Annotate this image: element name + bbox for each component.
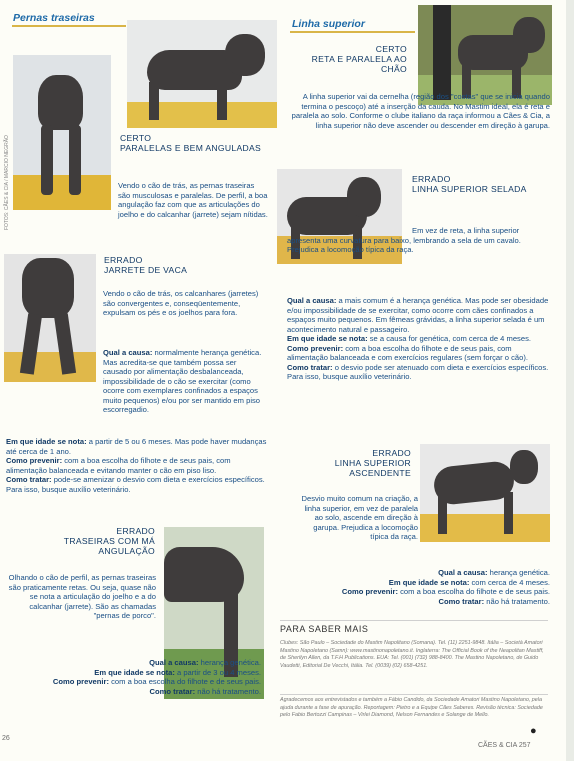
- paragraph-s1: Vendo o cão de trás, as pernas traseiras são musculosas e paralelas. De perfil, a boa angulação faz com que as articulações do joelho e do calcanhar (jarrete) sejam nítidas.: [118, 181, 268, 219]
- status-label: ERRADO: [412, 174, 451, 184]
- thanks-text: Agradecemos aos entrevistados e também a Fábio Candido, da Sociedade Amatori Mastino Napoletano, pela ajuda durante a fase de apuração. Reportagem: Pietro e a Equipe Cães Saberes. Revisão técnica: Sociedade pelo Fabio Bertozzi Campinas – Virlei Diamond, Nelson Fernandes e Solange de Mello.: [280, 697, 543, 718]
- photo-credit: FOTOS: CÃES & CIA / MARCIO NEGRÃO: [4, 135, 10, 230]
- paragraph-r1: A linha superior vai da cernelha (região dos "costas" que se inicia quando termina o pescoço) até a inserção da cauda. No Mastim ideal, ela é reta e paralela ao solo. Conforme o clube italiano da raça informou a Cães & Cia, a linha superior não deve ascender ou descender em direção à garupa.: [291, 92, 550, 130]
- photo-topline-correct: [418, 5, 552, 105]
- paragraph-r3: Desvio muito comum na criação, a linha superior, em vez de paralela ao solo, ascende em direção à garupa. Prejudica a locomoção típica da raça.: [301, 494, 418, 541]
- caption-title: LINHA SUPERIOR SELADA: [412, 184, 527, 194]
- photo-profile-correct: [127, 20, 277, 128]
- photo-topline-ascending: [420, 444, 550, 542]
- page-number-left: 26: [2, 735, 10, 742]
- status-label: ERRADO: [372, 448, 411, 458]
- header-underline: [290, 31, 415, 33]
- caption-r2: [412, 174, 552, 194]
- paw-icon: ●: [530, 725, 537, 737]
- caption-s1: [120, 133, 270, 153]
- photo-rear-correct: [13, 55, 111, 210]
- status-label: ERRADO: [116, 526, 155, 536]
- section-header-right: Linha superior: [292, 18, 365, 30]
- more-title: PARA SABER MAIS: [280, 624, 369, 634]
- caption-s3: [40, 526, 155, 556]
- divider: [280, 694, 548, 695]
- cause-block-s2: Qual a causa: normalmente herança genética. Mas acredita-se que também possa ser causado por alimentação desbalanceada, impossibilidade de o cão se exercitar (como ocorre com exemplares confinados a espaços muito pequenos) e/ou por ser mantido em piso escorregadio.: [103, 348, 262, 414]
- details-s2: Em que idade se nota: a partir de 5 ou 6 meses. Mas pode haver mudanças até cerca de 1 ano. Como prevenir: com a boa escolha do filhote e de seus pais, com alimentação balanceada e evitando manter o cão em piso liso. Como tratar: pode-se amenizar o desvio com dieta e exercícios específicos. Para isso, busque auxílio veterinário.: [6, 437, 267, 494]
- caption-r3: [310, 448, 411, 478]
- details-r3: Qual a causa: herança genética. Em que idade se nota: com cerca de 4 meses. Como prevenir: com a boa escolha do filhote e de seus pais. Como tratar: não há tratamento.: [341, 568, 550, 606]
- header-underline: [12, 25, 126, 27]
- details-s3: Qual a causa: herança genética. Em que idade se nota: a partir de 3 ou 4 meses. Como prevenir: com a boa escolha do filhote e de seus pais. Como tratar: não há tratamento.: [52, 658, 261, 696]
- details-r2: Qual a causa: a mais comum é a herança genética. Mas pode ser obesidade e/ou impossibilidade de se exercitar, como ocorre com cães confinados a espaços muito pequenos. Em fêmeas grávidas, a linha superior selada é um acontecimento natural e passageiro. Em que idade se nota: se a causa for genética, com cerca de 4 meses. Como prevenir: com a boa escolha do filhote e de seus pais, com alimentação balanceada e com exercícios regulares (sem forçar o cão). Como tratar: o desvio pode ser atenuado com dieta e exercícios específicos. Para isso, busque auxílio veterinário.: [287, 296, 549, 381]
- status-label: CERTO: [375, 44, 407, 54]
- caption-title: TRASEIRAS COM MÁ ANGULAÇÃO: [63, 536, 155, 556]
- photo-rear-cowhock: [4, 254, 96, 382]
- caption-title: JARRETE DE VACA: [104, 265, 188, 275]
- caption-title: LINHA SUPERIOR ASCENDENTE: [334, 458, 411, 478]
- page-number-right: CÃES & CIA 257: [478, 742, 531, 749]
- page-edge: [566, 0, 574, 761]
- status-label: CERTO: [120, 133, 152, 143]
- status-label: ERRADO: [104, 255, 143, 265]
- caption-title: RETA E PARALELA AO CHÃO: [311, 54, 407, 74]
- paragraph-s2: Vendo o cão de trás, os calcanhares (jarretes) são convergentes e, conseqüentemente, expulsam os pés e os joelhos para fora.: [103, 289, 259, 317]
- section-header-left: Pernas traseiras: [13, 12, 95, 24]
- paragraph-r2: Em vez de reta, a linha superior apresenta uma curvatura para baixo, lembrando a sela de um cavalo. Prejudica a locomoção típica da raça.: [287, 226, 521, 254]
- divider: [280, 620, 548, 621]
- more-text: Clubes: São Paulo – Sociedade do Mastim Napolitano (Somana). Tel. (11) 2251-9848. Itália – Società Amatori Mastino Napoletano (Samn): www.mastinonapoletano.it. Inglaterra: The Official Book of the Neapolitan Mastiff, de Sherilyn Allen, da T.F.H Publications. EUA: Tel. (001) (732) 988-8400. The Mastino Napoletano, de Guido Vaudetti, Editorial De Vecchi, Itália. Tel. (0039) (02) 658-4251.: [280, 640, 544, 669]
- paragraph-s3: Olhando o cão de perfil, as pernas traseiras são praticamente retas. Ou seja, quase não se nota a articulação do joelho e a do calcanhar (jarrete). São as chamadas "pernas de porco".: [8, 573, 156, 620]
- caption-r1: [305, 44, 407, 74]
- caption-s2: [104, 255, 264, 275]
- caption-title: PARALELAS E BEM ANGULADAS: [120, 143, 262, 153]
